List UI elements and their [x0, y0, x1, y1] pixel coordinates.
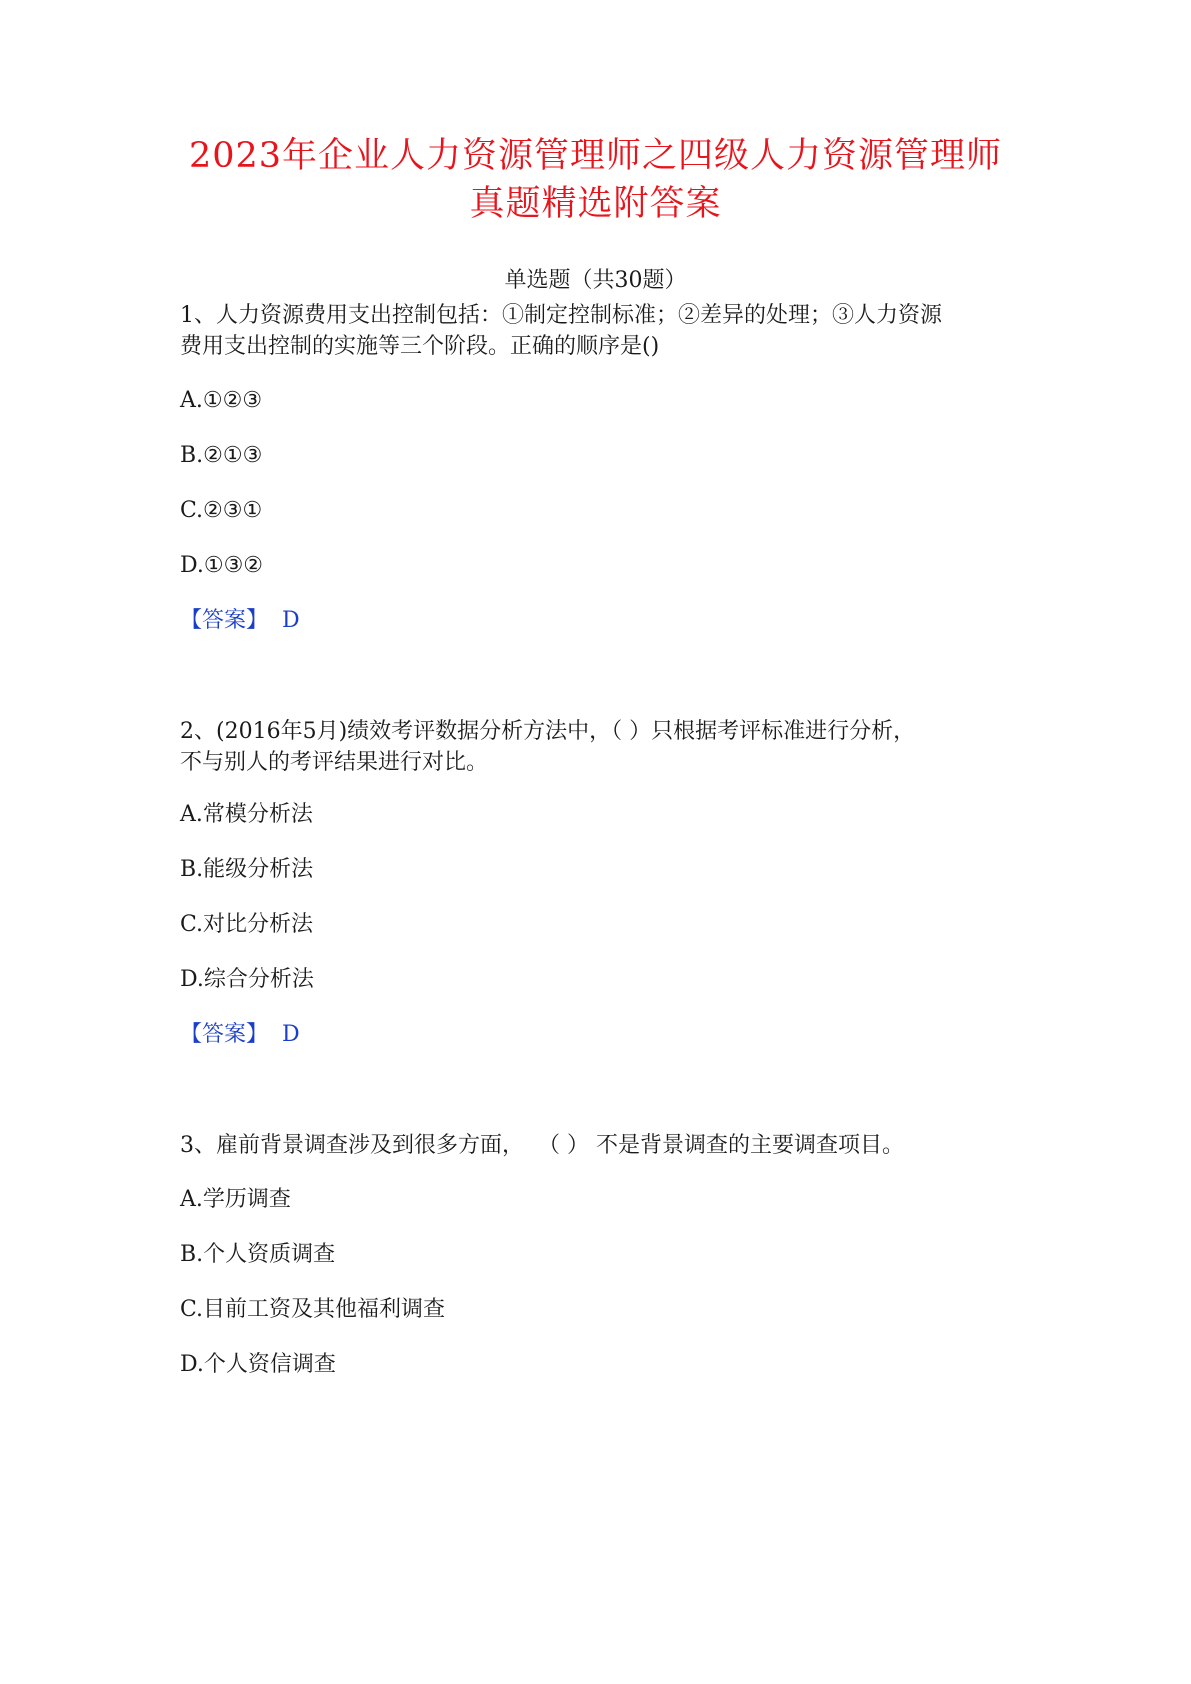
- question-3-option-c: C.目前工资及其他福利调查: [180, 1297, 446, 1322]
- question-1-stem-line-1: 1、人力资源费用支出控制包括：①制定控制标准；②差异的处理；③人力资源: [180, 303, 942, 328]
- question-2-stem-line-1: 2、(2016年5月)绩效考评数据分析方法中，（ ）只根据考评标准进行分析，: [180, 719, 916, 744]
- question-1-stem-line-2: 费用支出控制的实施等三个阶段。正确的顺序是(): [180, 334, 660, 359]
- answer-label: 【答案】: [180, 608, 269, 633]
- question-1-stem: [180, 300, 1030, 362]
- section-heading: 单选题（共30题）: [504, 268, 687, 293]
- question-1-option-b: B.②①③: [180, 443, 263, 468]
- question-2-option-b: B.能级分析法: [180, 857, 314, 882]
- question-3-option-a: A.学历调查: [180, 1187, 291, 1212]
- question-2-option-c: C.对比分析法: [180, 912, 314, 937]
- document-title-line-1: 2023年企业人力资源管理师之四级人力资源管理师: [188, 136, 1003, 176]
- question-1-option-c: C.②③①: [180, 498, 263, 523]
- question-1-option-d: D.①③②: [180, 553, 264, 578]
- question-2-option-d: D.综合分析法: [180, 967, 314, 992]
- answer-value: D: [282, 608, 300, 633]
- document-title-line-2: 真题精选附答案: [469, 184, 722, 224]
- answer-value: D: [282, 1022, 300, 1047]
- question-3-option-b: B.个人资质调查: [180, 1242, 336, 1267]
- question-3-stem-line-1: 3、雇前背景调查涉及到很多方面， （ ） 不是背景调查的主要调查项目。: [180, 1133, 904, 1158]
- question-1-option-a: A.①②③: [180, 388, 263, 413]
- question-3-option-d: D.个人资信调查: [180, 1352, 336, 1377]
- question-3-stem: [180, 1130, 1030, 1161]
- question-2-stem: [180, 716, 1030, 778]
- answer-label: 【答案】: [180, 1022, 269, 1047]
- question-2-stem-line-2: 不与别人的考评结果进行对比。: [180, 750, 489, 775]
- question-1-answer: [180, 606, 300, 636]
- question-2-answer: [180, 1020, 300, 1050]
- question-2-option-a: A.常模分析法: [180, 802, 313, 827]
